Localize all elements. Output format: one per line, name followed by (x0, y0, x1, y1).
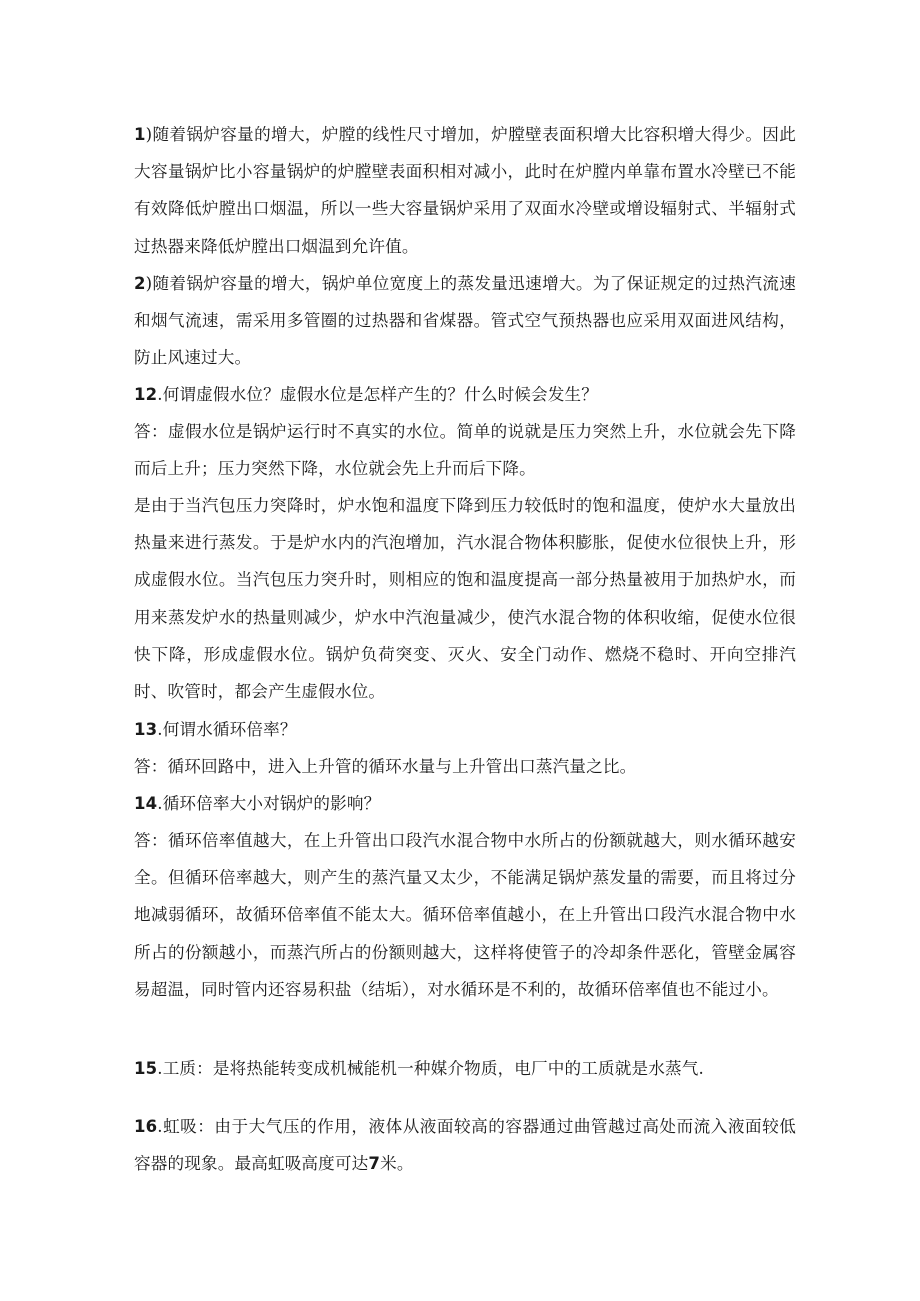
answer-text: 是由于当汽包压力突降时，炉水饱和温度下降到压力较低时的饱和温度，使炉水大量放出热量来进行蒸发。于是炉水内的汽泡增加，汽水混合物体积膨胀，促使水位很快上升，形成虚假水位。当汽包压力突升时，则相应的饱和温度提高一部分热量被用于加热炉水，而用来蒸发炉水的热量则减少，炉水中汽泡量减少，使汽水混合物的体积收缩，促使水位很快下降，形成虚假水位。锅炉负荷突变、灭火、安全门动作、燃烧不稳时、开向空排汽时、吹管时，都会产生虚假水位。 (134, 496, 796, 702)
paragraph-text: )随着锅炉容量的增大，炉膛的线性尺寸增加，炉膛壁表面积增大比容积增大得少。因此大容量锅炉比小容量锅炉的炉膛壁表面积相对减小，此时在炉膛内单靠布置水冷壁已不能有效降低炉膛出口烟温，所以一些大容量锅炉采用了双面水冷壁或增设辐射式、半辐射式过热器来降低炉膛出口烟温到允许值。 (134, 125, 796, 256)
question-number: 13 (134, 720, 158, 739)
answer-12-continued (134, 487, 796, 710)
item-text: .工质：是将热能转变成机械能机一种媒介物质，电厂中的工质就是水蒸气. (157, 1059, 704, 1078)
item-text-tail: 米。 (380, 1154, 414, 1174)
question-12 (134, 376, 796, 413)
question-text: .循环倍率大小对锅炉的影响？ (157, 794, 381, 813)
question-text: .何谓水循环倍率？ (157, 720, 297, 739)
item-15 (134, 1050, 796, 1087)
answer-12 (134, 413, 796, 487)
answer-text: 答：循环回路中，进入上升管的循环水量与上升管出口蒸汽量之比。 (134, 757, 637, 776)
answer-14 (134, 822, 796, 1008)
paragraph-1 (134, 116, 796, 265)
question-13 (134, 711, 796, 748)
question-number: 14 (134, 794, 158, 813)
paragraph-2 (134, 265, 796, 377)
item-number: 1 (134, 125, 146, 144)
answer-text: 答：虚假水位是锅炉运行时不真实的水位。简单的说就是压力突然上升，水位就会先下降而后上升；压力突然下降，水位就会先上升而后下降。 (134, 422, 796, 479)
question-number: 12 (134, 385, 158, 404)
item-number: 16 (134, 1117, 158, 1136)
paragraph-text: )随着锅炉容量的增大，锅炉单位宽度上的蒸发量迅速增大。为了保证规定的过热汽流速和烟气流速，需采用多管圈的过热器和省煤器。管式空气预热器也应采用双面进风结构，防止风速过大。 (134, 274, 796, 368)
answer-13 (134, 748, 796, 785)
item-text: .虹吸：由于大气压的作用，液体从液面较高的容器通过曲管越过高处而流入液面较低容器的现象。最高虹吸高度可达 (134, 1117, 796, 1174)
item-number: 2 (134, 274, 146, 293)
item-16 (134, 1108, 796, 1182)
question-14 (134, 785, 796, 822)
answer-text: 答：循环倍率值越大，在上升管出口段汽水混合物中水所占的份额就越大，则水循环越安全。但循环倍率越大，则产生的蒸汽量又太少，不能满足锅炉蒸发量的需要，而且将过分地减弱循环，故循环倍率值不能太大。循环倍率值越小，在上升管出口段汽水混合物中水所占的份额越小，而蒸汽所占的份额则越大，这样将使管子的冷却条件恶化，管壁金属容易超温，同时管内还容易积盐（结垢），对水循环是不利的，故循环倍率值也不能过小。 (134, 831, 796, 999)
siphon-height-value: 7 (368, 1154, 381, 1174)
question-text: .何谓虚假水位？虚假水位是怎样产生的？什么时候会发生？ (157, 385, 599, 404)
item-number: 15 (134, 1059, 158, 1078)
